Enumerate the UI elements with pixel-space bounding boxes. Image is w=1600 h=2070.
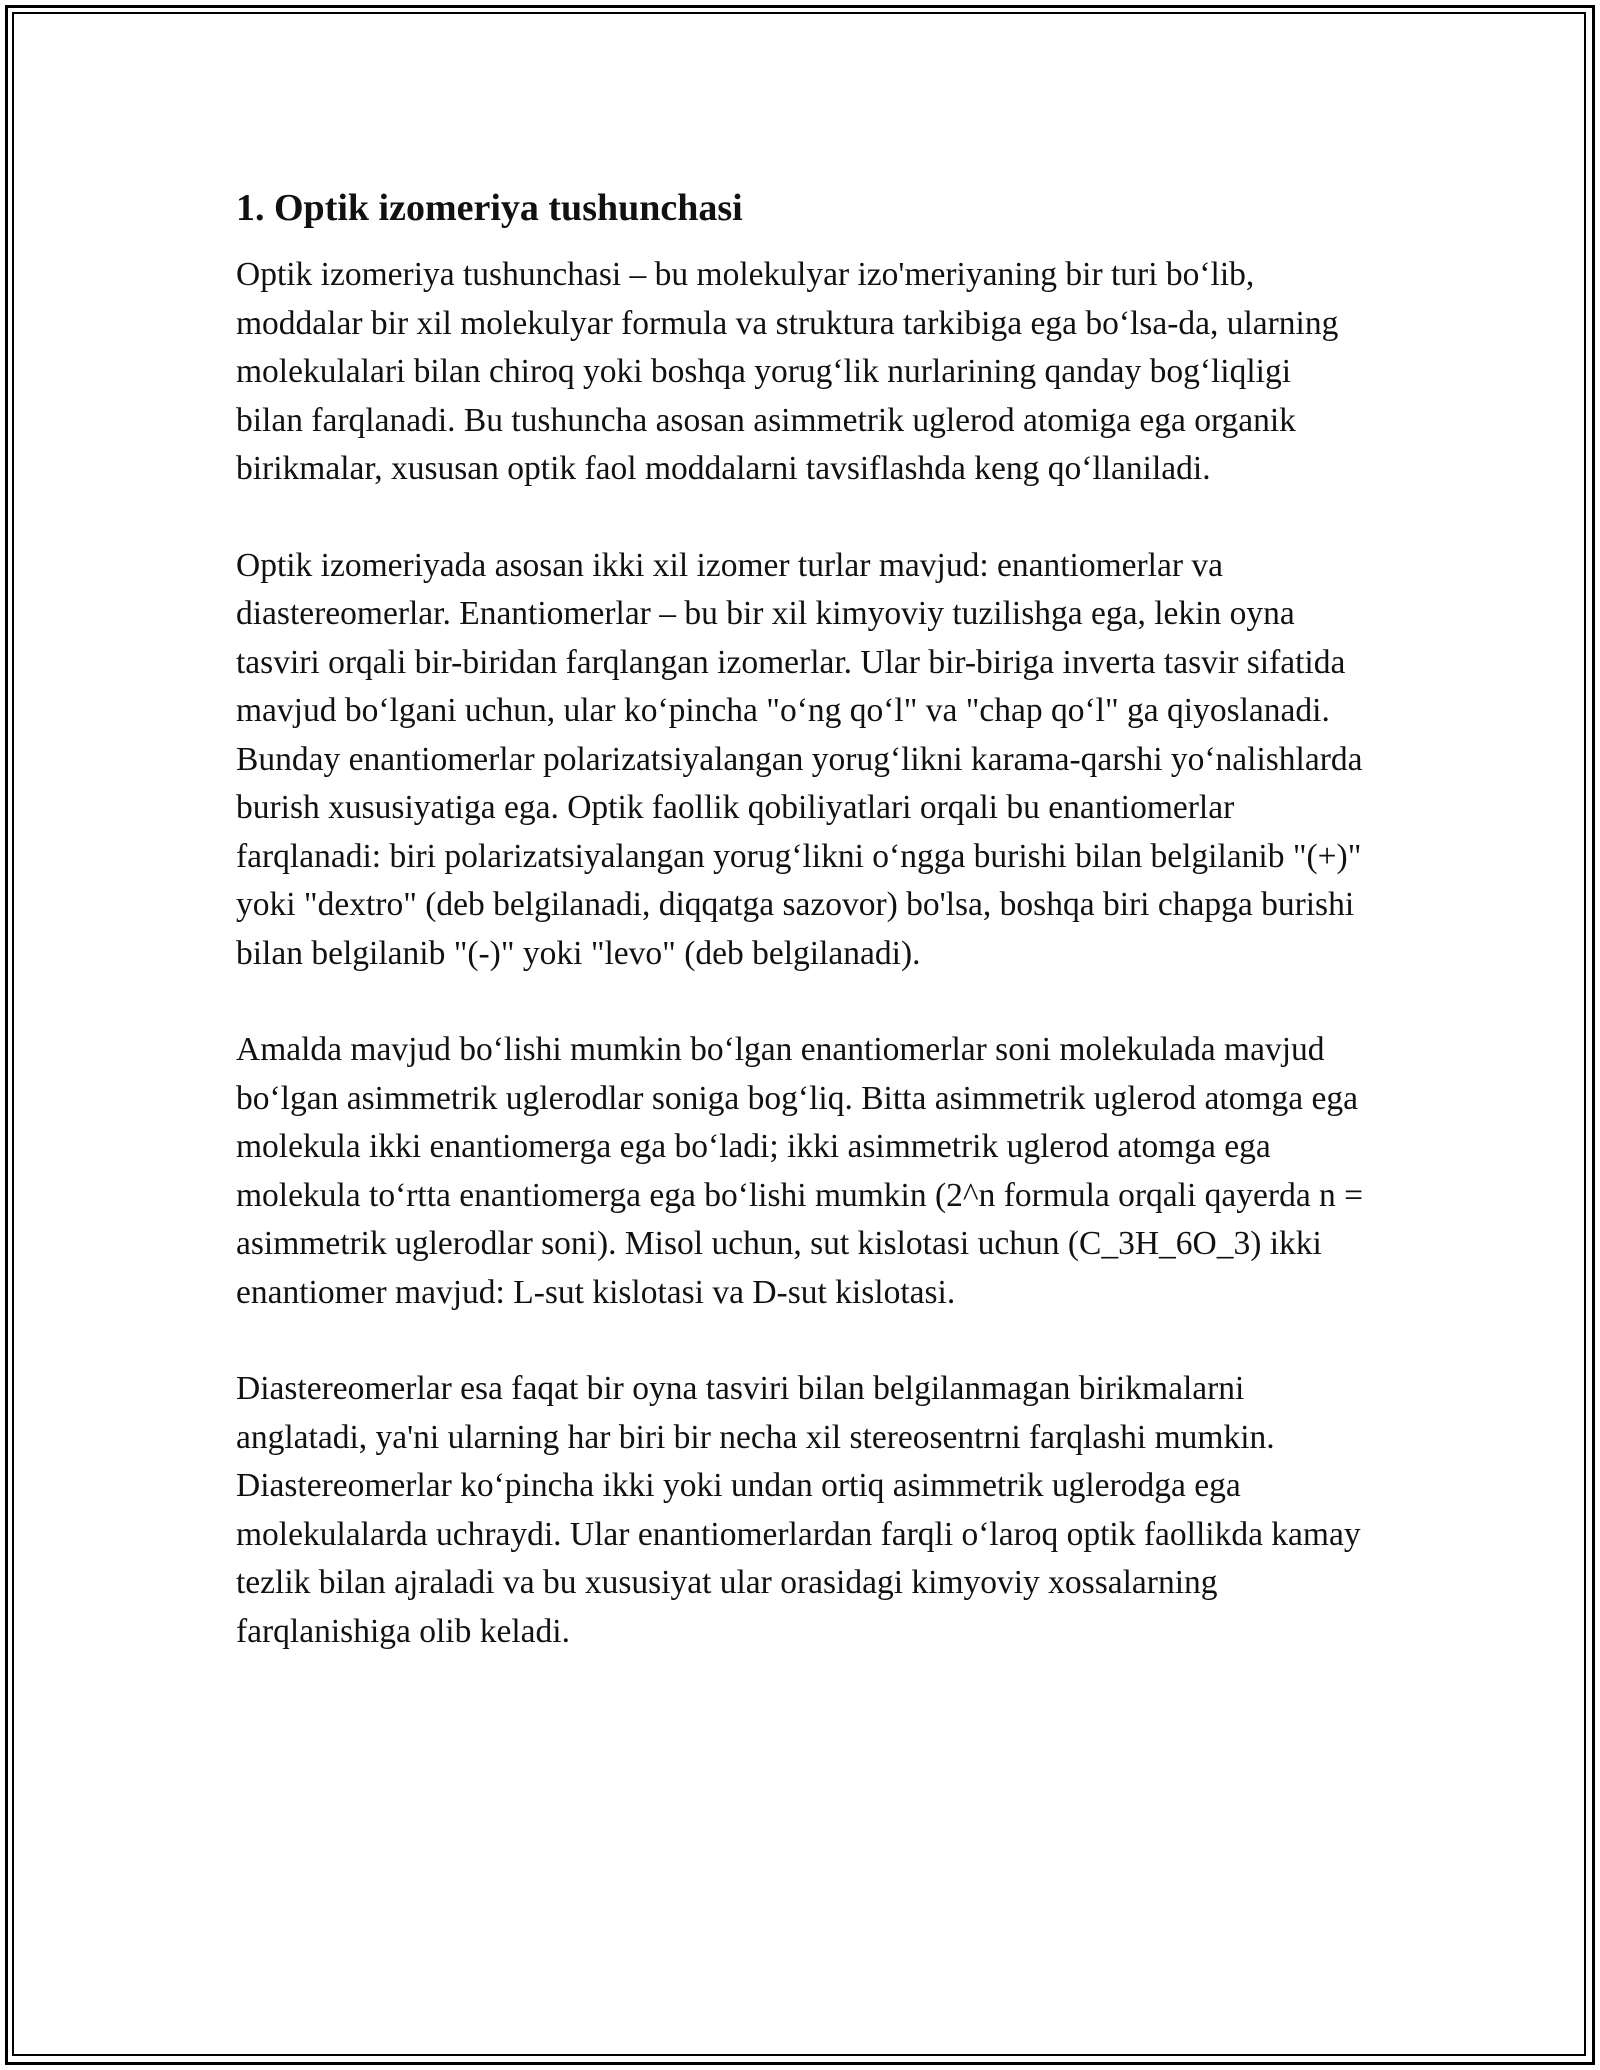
paragraph-2: Optik izomeriyada asosan ikki xil izomer turlar mavjud: enantiomerlar va diastereomerlar. Enantiomerlar – bu bir xil kimyoviy tuzilishga ega, lekin oyna tasviri orqali bir-biridan farqlangan izomerlar. Ular bir-biriga inverta tasvir sifatida mavjud bo‘lgani uchun, ular ko‘pincha "o‘ng qo‘l" va "chap qo‘l" ga qiyoslanadi. Bunday enantiomerlar polarizatsiyalangan yorug‘likni karama-qarshi yo‘nalishlarda burish xususiyatiga ega. Optik faollik qobiliyatlari orqali bu enantiomerlar farqlanadi: biri polarizatsiyalangan yorug‘likni o‘ngga burishi bilan belgilanib "(+)" yoki "dextro" (deb belgilanadi, diqqatga sazovor) bo'lsa, boshqa biri chapga burishi bilan belgilanib "(-)" yoki "levo" (deb belgilanadi). [236,546,1363,972]
paragraph-1: Optik izomeriya tushunchasi – bu molekulyar izo'meriyaning bir turi bo‘lib, moddalar bir xil molekulyar formula va struktura tarkibiga ega bo‘lsa-da, ularning molekulalari bilan chiroq yoki boshqa yorug‘lik nurlarining qanday bog‘liqligi bilan farqlanadi. Bu tushuncha asosan asimmetrik uglerod atomiga ega organik birikmalar, xususan optik faol moddalarni tavsiflashda keng qo‘llaniladi. [236,256,1339,487]
section-heading: 1. Optik izomeriya tushunchasi [236,187,743,229]
document-body [236,185,1366,1704]
paragraph-3: Amalda mavjud bo‘lishi mumkin bo‘lgan enantiomerlar soni molekulada mavjud bo‘lgan asimmetrik uglerodlar soniga bog‘liq. Bitta asimmetrik uglerod atomga ega molekula ikki enantiomerga ega bo‘ladi; ikki asimmetrik uglerod atomga ega molekula to‘rtta enantiomerga ega bo‘lishi mumkin (2^n formula orqali qayerda n = asimmetrik uglerodlar soni). Misol uchun, sut kislotasi uchun (C_3H_6O_3) ikki enantiomer mavjud: L-sut kislotasi va D-sut kislotasi. [236,1031,1364,1311]
paragraph-4: Diastereomerlar esa faqat bir oyna tasviri bilan belgilanmagan birikmalarni anglatadi, ya'ni ularning har biri bir necha xil stereosentrni farqlashi mumkin. Diastereomerlar ko‘pincha ikki yoki undan ortiq asimmetrik uglerodga ega molekulalarda uchraydi. Ular enantiomerlardan farqli o‘laroq optik faollikda kamay tezlik bilan ajraladi va bu xususiyat ular orasidagi kimyoviy xossalarning farqlanishiga olib keladi. [236,1370,1361,1650]
